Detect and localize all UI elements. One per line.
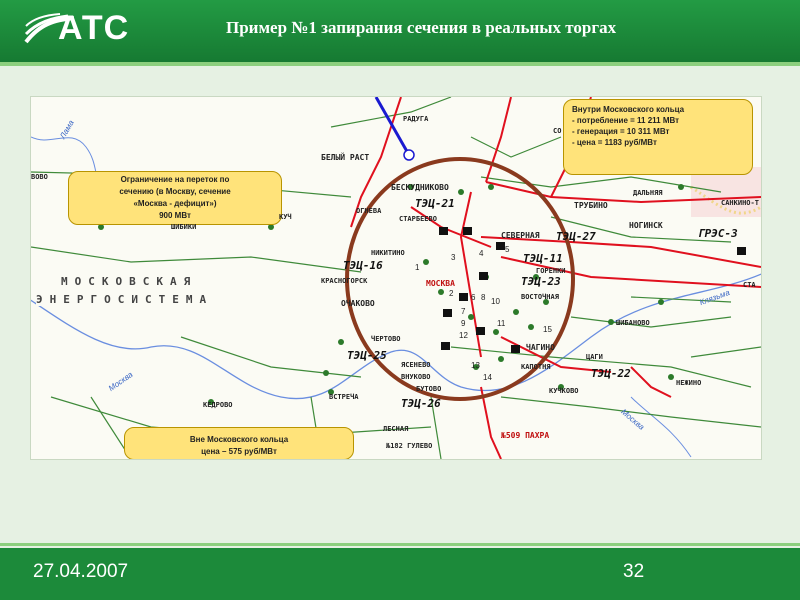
city-label: ЦАГИ — [586, 353, 603, 361]
constraint-callout-line: «Москва - дефицит») — [133, 199, 217, 208]
city-label: ЯСЕНЕВО — [401, 361, 431, 369]
inside-ring-callout-line: - цена = 1183 руб/МВт — [572, 138, 657, 147]
header-divider — [0, 62, 800, 66]
slide-date: 27.04.2007 — [33, 561, 129, 582]
city-label: ЧАГИНО — [526, 343, 555, 352]
city-label: САНКИНО-Т — [721, 199, 759, 207]
city-label: ДАЛЬНЯЯ — [633, 189, 663, 197]
river-label: Лама — [58, 118, 76, 141]
plant-label: ТЭЦ-26 — [401, 397, 441, 410]
slide-header — [0, 0, 800, 62]
constraint-callout-line: Ограничение на переток по — [120, 175, 230, 184]
inside-ring-callout-line: - генерация = 10 311 МВт — [572, 127, 670, 136]
city-label: ШИБИКИ — [171, 223, 197, 231]
substation-number: 3 — [451, 253, 456, 262]
city-label: МОСКВА — [426, 279, 455, 288]
city-label: ВОВО — [31, 173, 48, 181]
city-label: ВНУКОВО — [401, 373, 431, 381]
city-label: ОГНЕВА — [356, 207, 382, 215]
outside-ring-callout-line: Вне Московского кольца — [189, 435, 289, 444]
inside-ring-callout — [563, 99, 753, 175]
city-label: НИКИТИНО — [371, 249, 405, 257]
substation-number: 6 — [471, 293, 476, 302]
city-label: КЕДРОВО — [203, 401, 233, 409]
constraint-callout-line: сечению (в Москву, сечение — [119, 187, 231, 196]
substation-number: 7 — [461, 307, 466, 316]
city-label: №509 ПАХРА — [501, 431, 550, 440]
constraint-callout-line: 900 МВт — [159, 211, 191, 220]
substation-number: 15 — [543, 325, 552, 334]
plant-label: ТЭЦ-21 — [415, 197, 455, 210]
substation-number: 4 — [479, 249, 484, 258]
power-grid-map — [30, 96, 762, 460]
city-label: ЛЕСНАЯ — [383, 425, 409, 433]
outside-ring-callout — [124, 427, 354, 460]
substation-number: 5 — [505, 245, 510, 254]
logo-text: АТС — [58, 9, 130, 47]
outside-ring-callout-line: цена – 575 руб/МВт — [201, 447, 277, 456]
substation-number: 8 — [481, 293, 486, 302]
substation-number: 9 — [461, 319, 466, 328]
city-label: ВОСТОЧНАЯ — [521, 293, 559, 301]
substation-number: 11 — [497, 319, 506, 328]
city-label: №182 ГУЛЕВО — [386, 442, 433, 450]
city-label: НЕЖИНО — [676, 379, 702, 387]
region-label: МОСКОВСКАЯ — [61, 275, 198, 288]
substation-number: 14 — [483, 373, 492, 382]
inside-ring-callout-title: Внутри Московского кольца — [572, 105, 685, 114]
plant-label: ТЭЦ-22 — [591, 367, 631, 380]
city-label: СО — [553, 127, 562, 135]
city-label: СЕВЕРНАЯ — [501, 231, 540, 240]
city-label: КУЧ — [279, 213, 292, 221]
city-label: ГОРЕНКИ — [536, 267, 566, 275]
city-label: СТАРБЕЕВО — [399, 215, 437, 223]
city-label: РАДУГА — [403, 115, 429, 123]
plant-label: ГРЭС-3 — [698, 227, 738, 240]
city-label: КАПОТНЯ — [521, 363, 551, 371]
plant-label: ТЭЦ-25 — [347, 349, 387, 362]
city-label: КУЧКОВО — [549, 387, 579, 395]
substation-number: 12 — [459, 331, 468, 340]
page-number: 32 — [623, 561, 645, 582]
footer-divider — [0, 543, 800, 546]
substation-number: 2 — [449, 289, 454, 298]
region-label: ЭНЕРГОСИСТЕМА — [36, 293, 214, 306]
river-label: Москва — [106, 369, 135, 394]
plant-label: ТЭЦ-27 — [556, 230, 596, 243]
city-label: БЕСКУДНИКОВО — [391, 183, 449, 192]
plant-label: ТЭЦ-23 — [521, 275, 561, 288]
city-label: БЕЛЫЙ РАСТ — [321, 153, 370, 162]
river-label: Клязьма — [698, 287, 731, 308]
city-label: ШИБАНОВО — [616, 319, 650, 327]
city-label: КРАСНОГОРСК — [321, 277, 368, 285]
constraint-callout — [68, 171, 282, 225]
river-label: Москва — [619, 407, 647, 432]
substation-number: 13 — [471, 361, 480, 370]
plant-label: ТЭЦ-16 — [343, 259, 383, 272]
slide-title: Пример №1 запирания сечения в реальных торгах — [226, 18, 617, 37]
city-label: НОГИНСК — [629, 221, 663, 230]
city-label: ВСТРЕЧА — [329, 393, 359, 401]
substation-number: 10 — [491, 297, 500, 306]
city-label: ЧЕРТОВО — [371, 335, 401, 343]
plant-label: ТЭЦ-11 — [523, 252, 563, 265]
city-label: ТРУБИНО — [574, 201, 608, 210]
city-label: ОЧАКОВО — [341, 299, 375, 308]
city-label: СТА — [743, 281, 756, 289]
substation-number: 1 — [415, 263, 420, 272]
inside-ring-callout-line: - потребление = 11 211 МВт — [572, 116, 680, 125]
city-label: БУТОВО — [416, 385, 442, 393]
